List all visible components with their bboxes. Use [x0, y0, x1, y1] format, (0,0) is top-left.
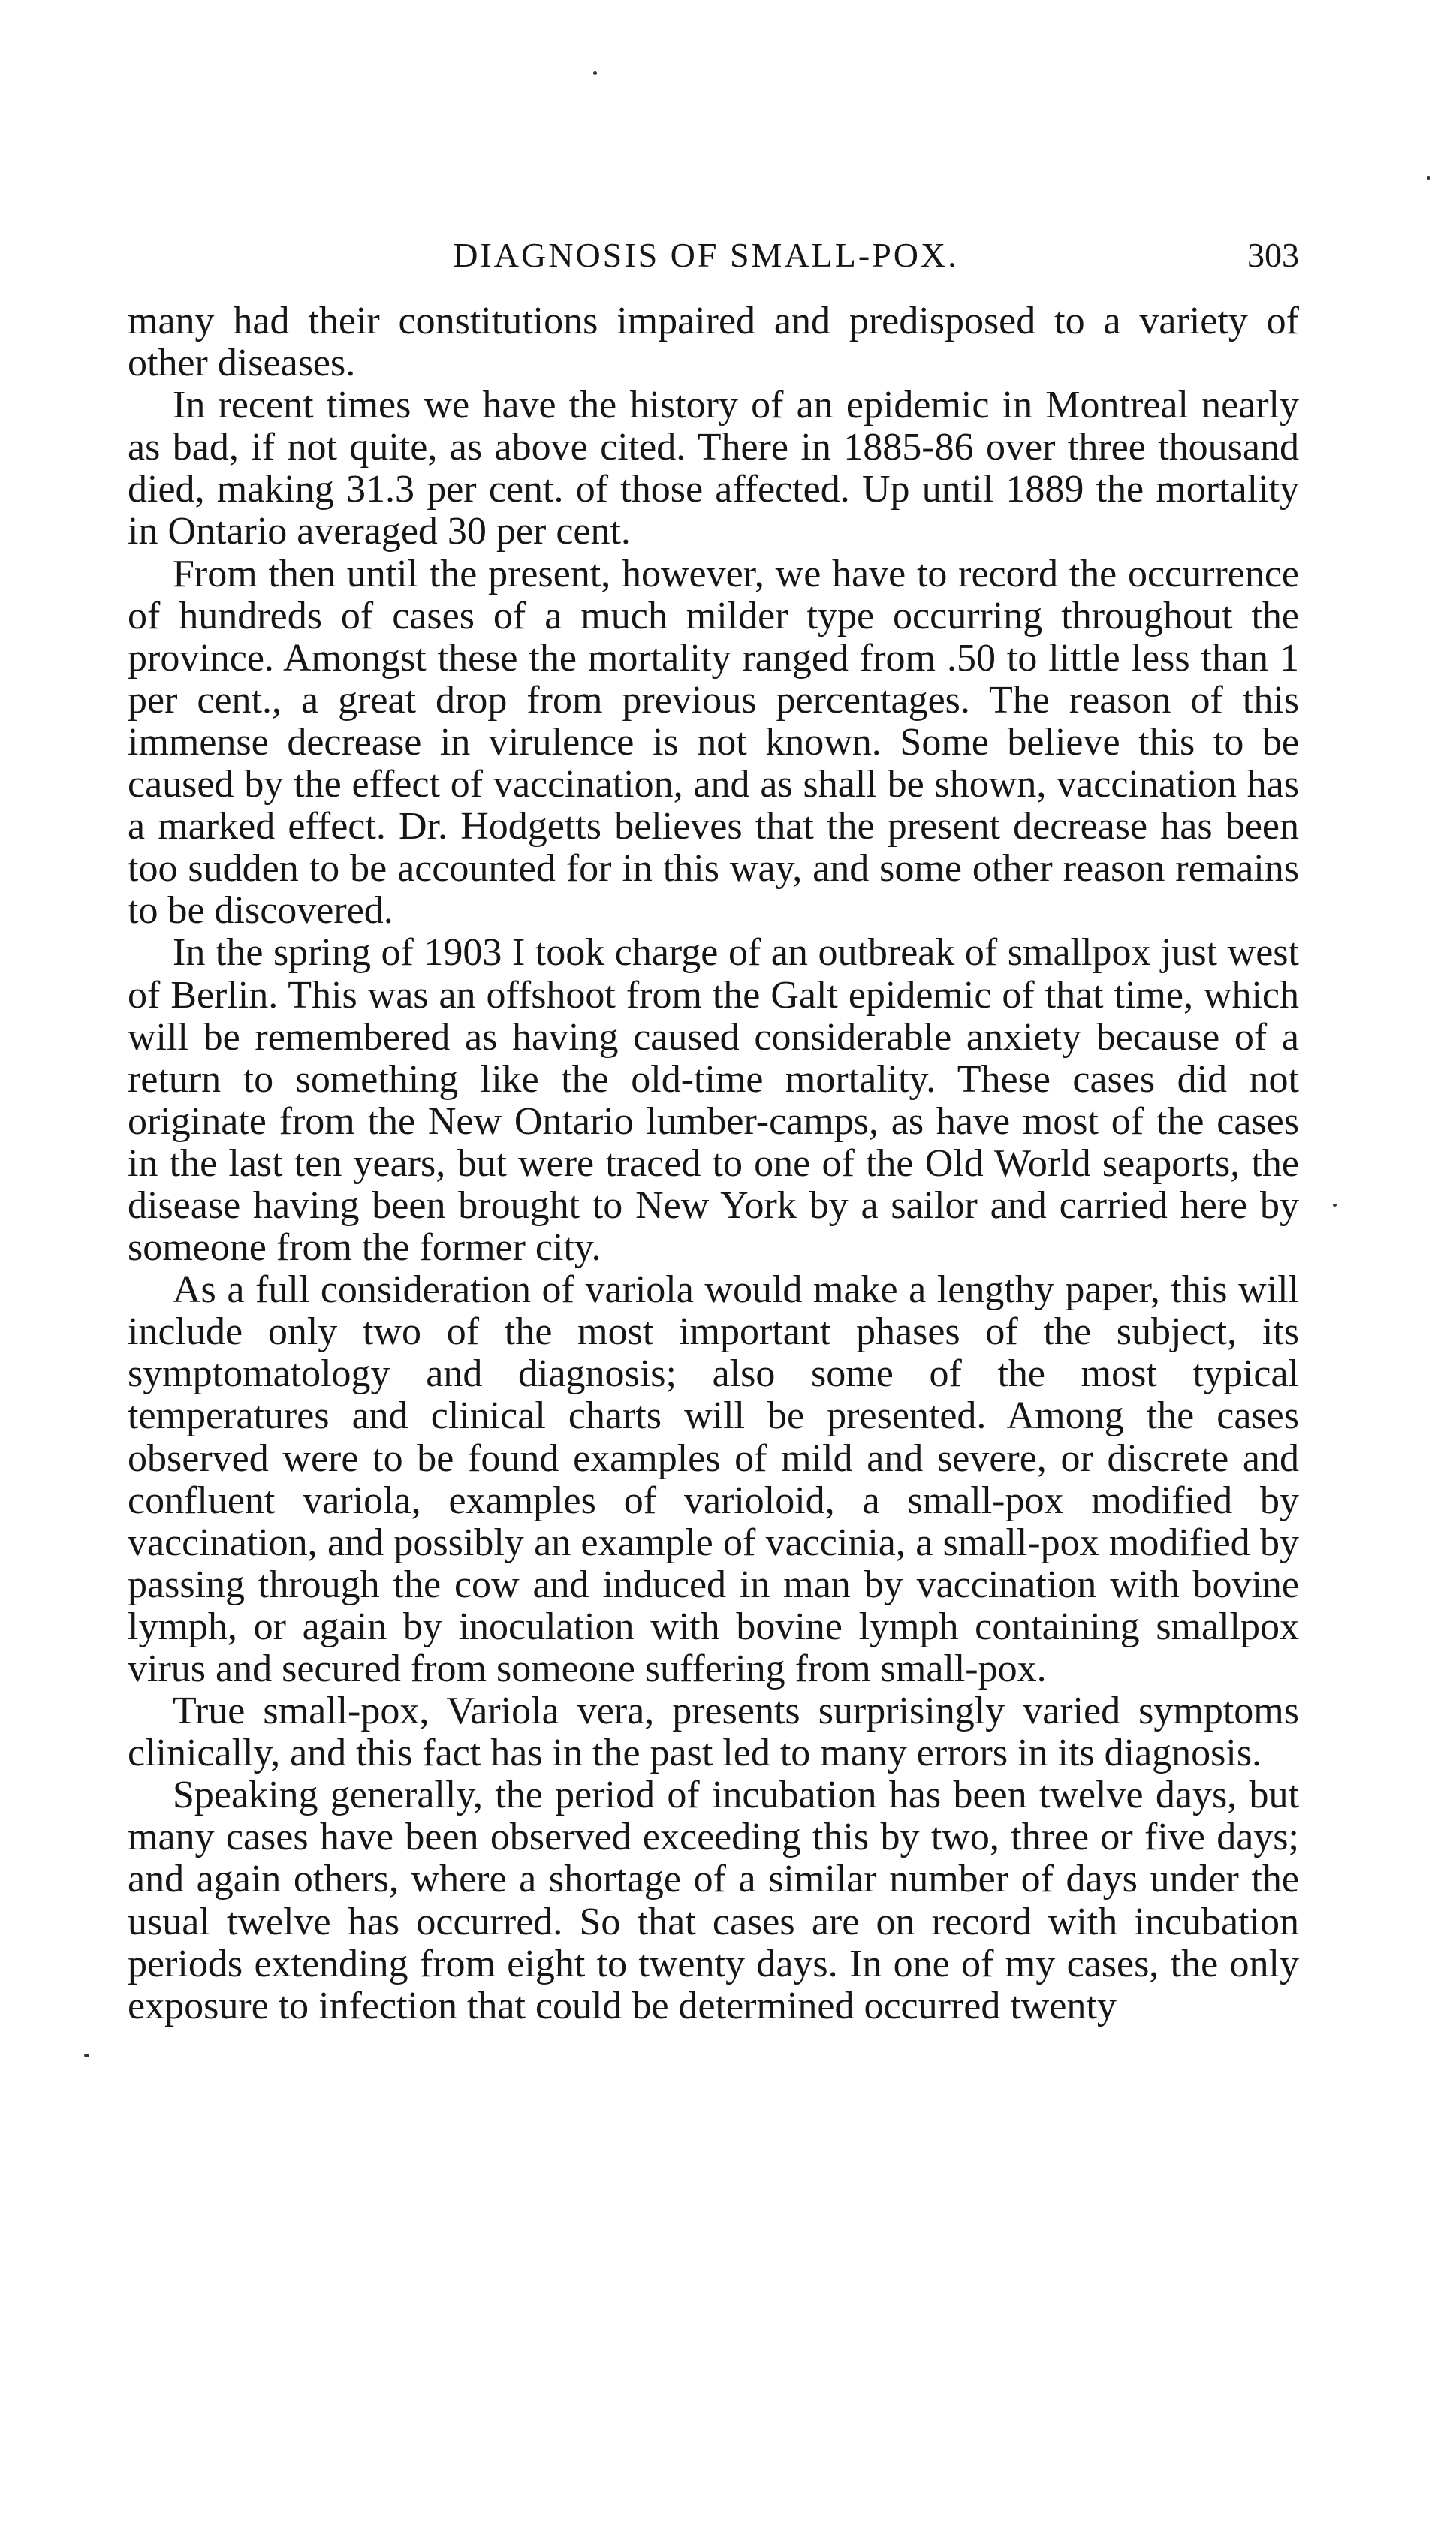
running-title: DIAGNOSIS OF SMALL-POX. [453, 236, 959, 274]
scan-speck [84, 2054, 89, 2057]
paragraph-5: As a full consideration of variola would make a lengthy paper, this will include only two of the most important phases of the subject, its symptomatology and diagnosis; also some of the most typical temperatures and clinical charts will be presented. Among the cases observed were to be found examples of mild and severe, or discrete and confluent variola, examples of varioloid, a small-pox modified by vaccination, and possibly an example of vaccinia, a small-pox modified by passing through the cow and induced in man by vaccination with bovine lymph, or again by inoculation with bovine lymph containing smallpox virus and secured from someone suffering from small-pox. [128, 1268, 1299, 1690]
page-number: 303 [1247, 236, 1299, 274]
paragraph-6: True small-pox, Variola vera, presents surprisingly varied symptoms clinically, and this fact has in the past led to many errors in its diagnosis. [128, 1690, 1299, 1775]
paragraph-3: From then until the present, however, we have to record the occurrence of hundreds of cases of a much milder type occurring throughout the province. Amongst these the mortality ranged from .50 to little less than 1 per cent., a great drop from previous percentages. The reason of this immense decrease in virulence is not known. Some believe this to be caused by the effect of vaccination, and as shall be shown, vaccination has a marked effect. Dr. Hodgetts believes that the present decrease has been too sudden to be accounted for in this way, and some other reason remains to be discovered. [128, 552, 1299, 933]
running-head [128, 229, 1299, 282]
paragraph-2: In recent times we have the history of an epidemic in Montreal nearly as bad, if not quite, as above cited. There in 1885-86 over three thousand died, making 31.3 per cent. of those affected. Up until 1889 the mortality in Ontario averaged 30 per cent. [128, 384, 1299, 553]
paragraph-7: Speaking generally, the period of incubation has been twelve days, but many cases have been observed exceeding this by two, three or five days; and again others, where a shortage of a similar number of days under the usual twelve has occurred. So that cases are on record with incubation periods extending from eight to twenty days. In one of my cases, the only exposure to infection that could be determined occurred twenty [128, 1774, 1299, 2027]
scan-speck [1333, 1204, 1337, 1207]
scan-speck [1427, 176, 1430, 180]
body-text [128, 300, 1299, 2027]
paragraph-1: many had their constitutions impaired and predisposed to a variety of other diseases. [128, 300, 1299, 385]
paragraph-4: In the spring of 1903 I took charge of an outbreak of smallpox just west of Berlin. This was an offshoot from the Galt epidemic of that time, which will be remembered as having caused considerable anxiety because of a return to something like the old-time mortality. These cases did not originate from the New Ontario lumber-camps, as have most of the cases in the last ten years, but were traced to one of the Old World seaports, the disease having been brought to New York by a sailor and carried here by someone from the former city. [128, 931, 1299, 1270]
scan-speck [593, 71, 597, 75]
